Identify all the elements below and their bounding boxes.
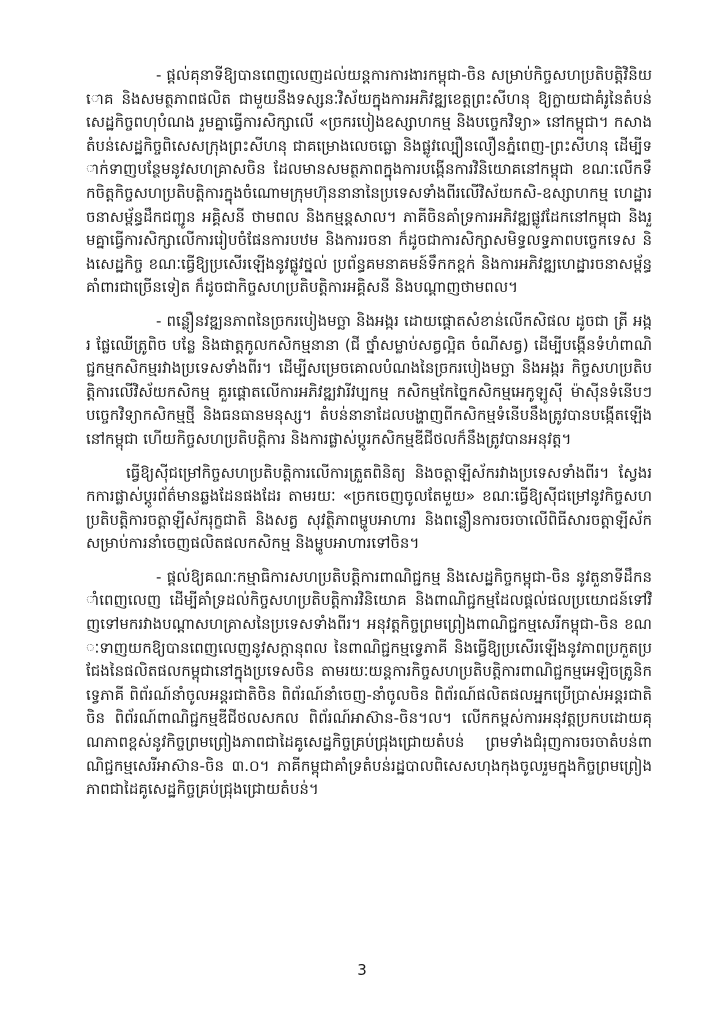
paragraph-investment-cooperation: - ផ្តល់គុនាទីឱ្យបានពេញលេញដល់យន្តការការងារកម្ពុជា-ចិន សម្រាប់កិច្ចសហប្រតិបត្តិវិនិយោគ និងសមត្ថភាពផលិត ជាមួយនឹងទស្សនៈវិស័យក្នុងការអភិវឌ្ឍខេត្តព្រះសីហនុ ឱ្យក្លាយជាគំរូនៃតំបន់សេដ្ឋកិច្ចពហុបំណង រួមគ្នាធ្វើការសិក្សាលើ «ច្រករបៀងឧស្សាហកម្ម និងបច្ចេកវិទ្យា» នៅកម្ពុជា។ កសាងតំបន់សេដ្ឋកិច្ចពិសេសក្រុងព្រះសីហនុ ជាគម្រោងលេចធ្លោ និងផ្លូវល្បឿនលឿនភ្នំពេញ-ព្រះសីហនុ ដើម្បីទាក់ទាញបន្ថែមនូវសហគ្រាសចិន ដែលមានសមត្ថភាពក្នុងការបង្កើនការវិនិយោគនៅកម្ពុជា ខណៈលើកទឹកចិត្តកិច្ចសហប្រតិបត្តិការក្នុងចំណោមក្រុមហ៊ុននានានៃប្រទេសទាំងពីរលើវិស័យកសិ-ឧស្សាហកម្ម ហេដ្ឋារចនាសម្ព័ន្ធដឹកជញ្ជូន អគ្គិសនី ថាមពល និងកម្មន្តសាល។ ភាគីចិនគាំទ្រការអភិវឌ្ឍផ្លូវដែកនៅកម្ពុជា និងរួមគ្នាធ្វើការសិក្សាលើការរៀបចំផែនការបឋម និងការរចនា ក៏ដូចជាការសិក្សាសមិទ្ធលទ្ធភាពបច្ចេកទេស និងសេដ្ឋកិច្ច ខណៈធ្វើឱ្យប្រសើរឡើងនូវផ្លូវថ្នល់ ប្រព័ន្ធគមនាគមន៍ទឹកកខ្ពក់ និងការអភិវឌ្ឍហេដ្ឋារចនាសម្ព័ន្ធគាំពារជាច្រើនទៀត ក៏ដូចជាកិច្ចសហប្រតិបត្តិការអគ្គិសនី និងបណ្តាញថាមពល។: [86, 66, 652, 297]
paragraph-trade-committee: - ផ្តល់ឱ្យគណៈកម្មាធិការសហប្រតិបត្តិការពាណិជ្ជកម្ម និងសេដ្ឋកិច្ចកម្ពុជា-ចិន នូវតួនាទីដឹកនាំពេញលេញ ដើម្បីគាំទ្រដល់កិច្ចសហប្រតិបត្តិការវិនិយោគ និងពាណិជ្ជកម្មដែលផ្តល់ផលប្រយោជន៍ទៅវិញទៅមករវាងបណ្តាសហគ្រាសនៃប្រទេសទាំងពីរ។ អនុវត្តកិច្ចព្រមព្រៀងពាណិជ្ជកម្មសេរីកម្ពុជា-ចិន ខណៈទាញយកឱ្យបានពេញលេញនូវសក្តានុពល នៃពាណិជ្ជកម្មទ្វេភាគី និងធ្វើឱ្យប្រសើរឡើងនូវភាពប្រកួតប្រជែងនៃផលិតផលកម្ពុជានៅក្នុងប្រទេសចិន តាមរយៈយន្តការកិច្ចសហប្រតិបត្តិការពាណិជ្ជកម្មអេឡិចត្រូនិកទ្វេភាគី ពិព័រណ៍នាំចូលអន្តរជាតិចិន ពិព័រណ៍នាំចេញ-នាំចូលចិន ពិព័រណ៍ផលិតផលអ្នកប្រើប្រាស់អន្តរជាតិចិន ពិព័រណ៍ពាណិជ្ជកម្មឌីជីថលសកល ពិព័រណ៍អាស៊ាន-ចិន។ល។ លើកកម្ពស់ការអនុវត្តប្រកបដោយគុណភាពខ្ពស់នូវកិច្ចព្រមព្រៀងភាពជាដៃគូសេដ្ឋកិច្ចគ្រប់ជ្រុងជ្រោយតំបន់ ព្រមទាំងជំរុញការចរចាតំបន់ពាណិជ្ជកម្មសេរីអាស៊ាន-ចិន ៣.០។ ភាគីកម្ពុជាគាំទ្រតំបន់រដ្ឋបាលពិសេសហុងកុងចូលរួមក្នុងកិច្ចព្រមព្រៀងភាពជាដៃគូសេដ្ឋកិច្ចគ្រប់ជ្រុងជ្រោយតំបន់។: [86, 567, 652, 799]
page-number: 3: [357, 961, 367, 979]
paragraph-fish-rice-corridor: - ពន្លឿនវឌ្ឍនភាពនៃច្រករបៀងមច្ឆា និងអង្ករ ដោយផ្តោតសំខាន់លើកសិផល ដូចជា ត្រី អង្ករ ផ្លែឈើត្រូពិច បន្លែ និងផាត្តកូលកសិកម្មនានា (ជី ថ្នាំសម្លាប់សត្វល្អិត ចំណីសត្វ) ដើម្បីបង្កើនទំហំពាណិជ្ជកម្មកសិកម្មរវាងប្រទេសទាំងពីរ។ ដើម្បីសម្រេចគោលបំណងនៃច្រករបៀងមច្ឆា និងអង្ករ កិច្ចសហប្រតិបត្តិការលើវិស័យកសិកម្ម គួរផ្តោតលើការអភិវឌ្ឍវារីវប្បកម្ម កសិកម្មកែច្នៃកសិកម្មអេកូឡូស៊ី ម៉ាស៊ីនទំនើបៗ បច្ចេកវិទ្យាកសិកម្មថ្មី និងធនធានមនុស្ស។ តំបន់នានាដែលបង្ហាញពីកសិកម្មទំនើបនឹងត្រូវបានបង្កើតឡើងនៅកម្ពុជា ហើយកិច្ចសហប្រតិបត្តិការ និងការផ្លាស់ប្តូរកសិកម្មឌីជីថលក៏នឹងត្រូវបានអនុវត្ត។: [86, 311, 652, 448]
body-text: [86, 64, 652, 812]
paragraph-quarantine-cooperation: ធ្វើឱ្យស៊ីជម្រៅកិច្ចសហប្រតិបត្តិការលើការត្រួតពិនិត្យ និងចត្តាឡីស័ករវាងប្រទេសទាំងពីរ។ ស្វែងរកការផ្លាស់ប្តូរព័ត៌មានឆ្លងដែនផងដែរ តាមរយៈ «ច្រកចេញចូលតែមួយ» ខណៈធ្វើឱ្យស៊ីជម្រៅនូវកិច្ចសហប្រតិបត្តិការចត្តាឡីស័ករុក្ខជាតិ និងសត្វ សុវត្ថិភាពម្ហូបអាហារ និងពន្លឿនការចរចាលើពិធីសារចត្តាឡីស័កសម្រាប់ការនាំចេញផលិតផលកសិកម្ម និងម្ហូបអាហារទៅចិន។: [86, 463, 652, 553]
